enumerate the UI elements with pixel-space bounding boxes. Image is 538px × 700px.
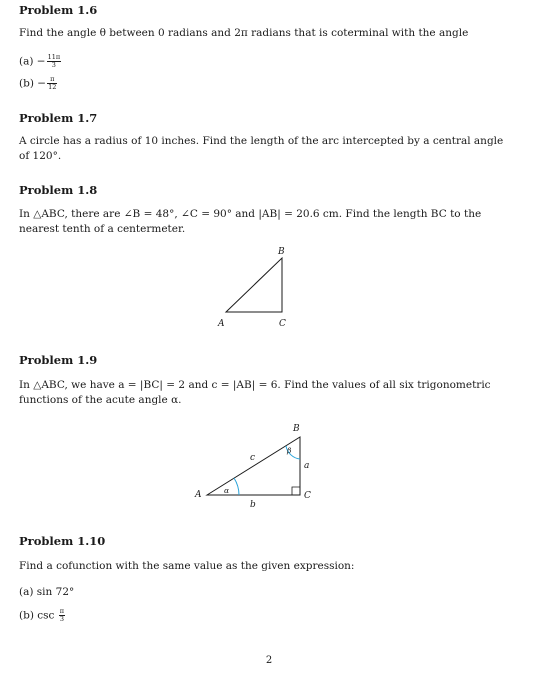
problem-1-7-text: A circle has a radius of 10 inches. Find the length of the arc intercepted by a central angle of 120°. <box>19 135 504 162</box>
problem-1-7-heading: Problem 1.7 <box>19 111 98 125</box>
problem-1-10-part-b <box>19 608 66 623</box>
problem-1-10-text: Find a cofunction with the same value as the given expression: <box>19 560 355 572</box>
problem-1-9-heading: Problem 1.9 <box>19 353 98 367</box>
part-b-denominator: 3 <box>59 615 64 623</box>
vertex-label-a: A <box>218 319 225 329</box>
vertex-label-b: B <box>278 247 285 257</box>
vertex-label-c: C <box>279 319 286 329</box>
problem-1-9-text: In △ABC, we have a = |BC| = 2 and c = |AB| = 6. Find the values of all six trigonometric functions of the acute angle α. <box>19 379 491 406</box>
side-label-a: a <box>304 461 310 471</box>
part-b-numerator: π <box>59 607 65 615</box>
part-b-denominator: 12 <box>48 83 57 91</box>
side-label-b: b <box>250 500 256 510</box>
part-b-fraction <box>59 608 65 623</box>
part-a-denominator: 3 <box>51 61 56 69</box>
problem-1-10-part-a: (a) sin 72° <box>19 586 75 598</box>
problem-1-6-text: Find the angle θ between 0 radians and 2π radians that is coterminal with the angle <box>19 27 469 39</box>
angle-label-beta: β <box>287 446 292 455</box>
part-b-numerator: π <box>47 76 57 84</box>
problem-1-6-heading: Problem 1.6 <box>19 3 98 17</box>
angle-label-alpha: α <box>224 486 230 495</box>
right-angle-marker <box>292 487 300 495</box>
part-b-prefix: (b) − <box>19 77 47 90</box>
page-number: 2 <box>265 655 273 666</box>
vertex-label-a: A <box>195 490 202 500</box>
problem-1-8-text: In △ABC, there are ∠B = 48°, ∠C = 90° and |AB| = 20.6 cm. Find the length BC to the nearest tenth of a centermeter. <box>19 208 482 235</box>
part-a-numerator: 11π <box>47 53 61 61</box>
problem-1-8-heading: Problem 1.8 <box>19 183 98 197</box>
side-label-c: c <box>250 453 256 463</box>
vertex-label-c: C <box>304 491 311 501</box>
problem-1-10-heading: Problem 1.10 <box>19 534 106 548</box>
alpha-angle-arc <box>234 478 239 495</box>
vertex-label-b: B <box>293 424 300 434</box>
part-b-prefix: (b) csc <box>19 609 55 622</box>
part-a-prefix: (a) − <box>19 55 46 68</box>
